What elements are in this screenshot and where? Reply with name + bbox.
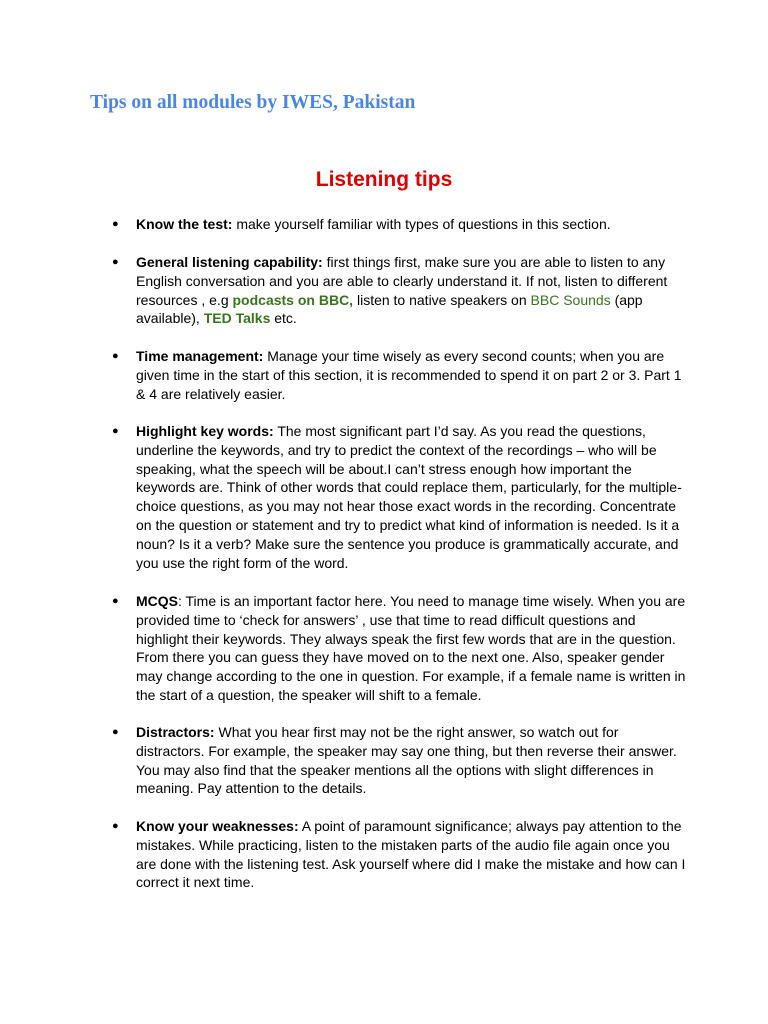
bullet-icon: ● [112, 425, 119, 437]
tip-label: Time management: [136, 348, 264, 364]
bbc-sounds-link[interactable]: BBC Sounds [530, 291, 611, 308]
tip-label: MCQS [136, 593, 178, 609]
tip-label: General listening capability: [136, 254, 323, 270]
section-title: Listening tips [315, 168, 453, 191]
bullet-icon: ● [112, 256, 119, 268]
tip-text: etc. [270, 310, 297, 327]
document-title: Tips on all modules by IWES, Pakistan [90, 92, 416, 113]
bullet-icon: ● [112, 350, 119, 362]
bullet-icon: ● [112, 595, 119, 607]
tip-know-the-test [112, 215, 686, 234]
tip-general-listening [112, 253, 686, 328]
tip-time-management [112, 347, 686, 403]
tip-know-your-weaknesses [112, 817, 686, 892]
tip-label: Distractors: [136, 724, 215, 740]
tip-distractors [112, 723, 686, 798]
tip-text: (app available), [136, 291, 643, 327]
bullet-icon: ● [112, 820, 119, 832]
tip-text: listen to native speakers on [353, 291, 531, 308]
tip-label: Know your weaknesses: [136, 818, 299, 834]
tip-label: Know the test: [136, 216, 233, 232]
ted-talks-link[interactable]: TED Talks [203, 310, 271, 327]
tip-label: Highlight key words: [136, 423, 274, 439]
tip-text: The most significant part I’d say. As you read the questions, underline the keywords, and try to predict the context of the recordings – who will be speaking, what the speech will be about.I can’t stress enough how important the keywords are. Think of other words that could replace them, particularly, for the multiple-choice questions, as you may not hear those exact words in the recording. Concentrate on the question or statement and try to predict what kind of information is needed. Is it a noun? Is it a verb? Make sure the sentence you produce is grammatically accurate, and you use the right form of the word. [136, 423, 682, 571]
tip-text: : Time is an important factor here. You need to manage time wisely. When you are provided time to ‘check for answers’ , use that time to read difficult questions and highlight their keywords. They always speak the first few words that are in the question. From there you can guess they have moved on to the next one. Also, speaker gender may change according to the one in question. For example, if a female name is written in the start of a question, the speaker will shift to a female. [136, 593, 686, 703]
tip-text: What you hear first may not be the right answer, so watch out for distractors. For example, the speaker may say one thing, but then reverse their answer. You may also find that the speaker mentions all the options with slight differences in meaning. Pay attention to the details. [136, 724, 677, 797]
tip-text: A point of paramount significance; always pay attention to the mistakes. While practicing, listen to the mistaken parts of the audio file again once you are done with the listening test. Ask yourself where did I make the mistake and how can I correct it next time. [136, 818, 686, 891]
tip-text: Manage your time wisely as every second counts; when you are given time in the start of this section, it is recommended to spend it on part 2 or 3. Part 1 & 4 are relatively easier. [136, 348, 682, 402]
bullet-icon: ● [112, 726, 119, 738]
tip-mcqs [112, 592, 686, 705]
tip-highlight-key-words [112, 422, 686, 572]
tip-text: first things first, make sure you are able to listen to any English conversation and you are able to clearly understand it. If not, listen to different resources , e.g [136, 254, 668, 308]
podcasts-on-bbc-link[interactable]: podcasts on BBC, [232, 291, 354, 308]
tip-text: make yourself familiar with types of questions in this section. [232, 216, 611, 232]
bullet-icon: ● [112, 218, 119, 230]
